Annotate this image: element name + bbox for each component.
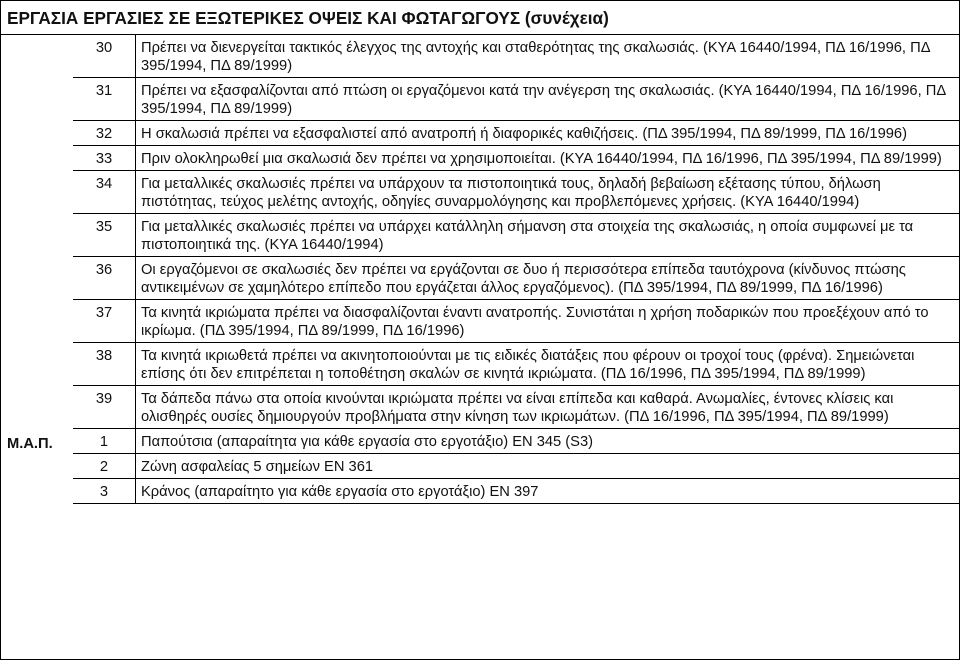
row-text: Πρέπει να εξασφαλίζονται από πτώση οι εργαζόμενοι κατά την ανέγερση της σκαλωσιάς. (ΚΥΑ 16440/1994, ΠΔ 16/1996, ΠΔ 395/1994, ΠΔ 89/1999) (136, 78, 960, 121)
row-number: 36 (73, 257, 136, 300)
category-cell-ppe (1, 429, 73, 504)
table-row (1, 35, 959, 78)
row-text: Πριν ολοκληρωθεί μια σκαλωσιά δεν πρέπει να χρησιμοποιείται. (ΚΥΑ 16440/1994, ΠΔ 16/1996, ΠΔ 395/1994, ΠΔ 89/1999) (136, 146, 960, 171)
row-number: 2 (73, 454, 136, 479)
ppe-category-label: Μ.Α.Π. (7, 435, 53, 452)
row-number: 33 (73, 146, 136, 171)
table-row (1, 343, 959, 386)
row-number: 37 (73, 300, 136, 343)
row-number: 32 (73, 121, 136, 146)
category-cell-work (1, 35, 73, 429)
table-row (1, 429, 959, 454)
row-text: Οι εργαζόμενοι σε σκαλωσιές δεν πρέπει να εργάζονται σε δυο ή περισσότερα επίπεδα ταυτόχρονα (κίνδυνος πτώσης αντικειμένων σε χαμηλότερο επίπεδο που εργάζεται άλλος εργαζόμενος). (ΠΔ 395/1994, ΠΔ 89/1999, ΠΔ 16/1996) (136, 257, 960, 300)
row-text: Τα κινητά ικριωθετά πρέπει να ακινητοποιούνται με τις ειδικές διατάξεις που φέρουν οι τροχοί τους (φρένα). Σημειώνεται επίσης ότι δεν επιτρέπεται η τοποθέτηση σκαλών σε κινητά ικριώματα. (ΠΔ 16/1996, ΠΔ 395/1994, ΠΔ 89/1999) (136, 343, 960, 386)
table-row (1, 386, 959, 429)
table-row (1, 479, 959, 504)
table-row (1, 78, 959, 121)
row-text: Πρέπει να διενεργείται τακτικός έλεγχος της αντοχής και σταθερότητας της σκαλωσιάς. (ΚΥΑ 16440/1994, ΠΔ 16/1996, ΠΔ 395/1994, ΠΔ 89/1999) (136, 35, 960, 78)
row-number: 34 (73, 171, 136, 214)
row-number: 38 (73, 343, 136, 386)
table-row (1, 121, 959, 146)
row-text: Τα δάπεδα πάνω στα οποία κινούνται ικριώματα πρέπει να είναι επίπεδα και καθαρά. Ανωμαλίες, έντονες κλίσεις και ολισθηρές ουσίες δημιουργούν προβλήματα στην κίνηση των ικριωμάτων. (ΠΔ 16/1996, ΠΔ 395/1994, ΠΔ 89/1999) (136, 386, 960, 429)
row-text: Η σκαλωσιά πρέπει να εξασφαλιστεί από ανατροπή ή διαφορικές καθιζήσεις. (ΠΔ 395/1994, ΠΔ 89/1999, ΠΔ 16/1996) (136, 121, 960, 146)
table-row (1, 257, 959, 300)
measures-table (1, 35, 959, 504)
row-text: Για μεταλλικές σκαλωσιές πρέπει να υπάρχουν τα πιστοποιητικά τους, δηλαδή βεβαίωση εξέτασης τύπου, δήλωση πιστότητας, τεύχος μελέτης αντοχής, οδηγίες συναρμολόγησης και προβλεπόμενες χρήσεις. (ΚΥΑ 16440/1994) (136, 171, 960, 214)
row-text: Κράνος (απαραίτητο για κάθε εργασία στο εργοτάξιο) ΕΝ 397 (136, 479, 960, 504)
table-row (1, 300, 959, 343)
row-text: Για μεταλλικές σκαλωσιές πρέπει να υπάρχει κατάλληλη σήμανση στα στοιχεία της σκαλωσιάς, η οποία συμφωνεί με τα πιστοποιητικά της. (ΚΥΑ 16440/1994) (136, 214, 960, 257)
table-row (1, 214, 959, 257)
row-text: Παπούτσια (απαραίτητα για κάθε εργασία στο εργοτάξιο) ΕΝ 345 (S3) (136, 429, 960, 454)
page-title: ΕΡΓΑΣΙΑ ΕΡΓΑΣΙΕΣ ΣΕ ΕΞΩΤΕΡΙΚΕΣ ΟΨΕΙΣ ΚΑΙ ΦΩΤΑΓΩΓΟΥΣ (συνέχεια) (1, 1, 959, 35)
row-text: Τα κινητά ικριώματα πρέπει να διασφαλίζονται έναντι ανατροπής. Συνιστάται η χρήση ποδαρικών που προεξέχουν από το ικρίωμα. (ΠΔ 395/1994, ΠΔ 89/1999, ΠΔ 16/1996) (136, 300, 960, 343)
row-number: 31 (73, 78, 136, 121)
row-text: Ζώνη ασφαλείας 5 σημείων ΕΝ 361 (136, 454, 960, 479)
row-number: 3 (73, 479, 136, 504)
table-row (1, 454, 959, 479)
row-number: 1 (73, 429, 136, 454)
row-number: 35 (73, 214, 136, 257)
row-number: 39 (73, 386, 136, 429)
measures-table-body (1, 35, 959, 504)
table-row (1, 171, 959, 214)
row-number: 30 (73, 35, 136, 78)
table-row (1, 146, 959, 171)
